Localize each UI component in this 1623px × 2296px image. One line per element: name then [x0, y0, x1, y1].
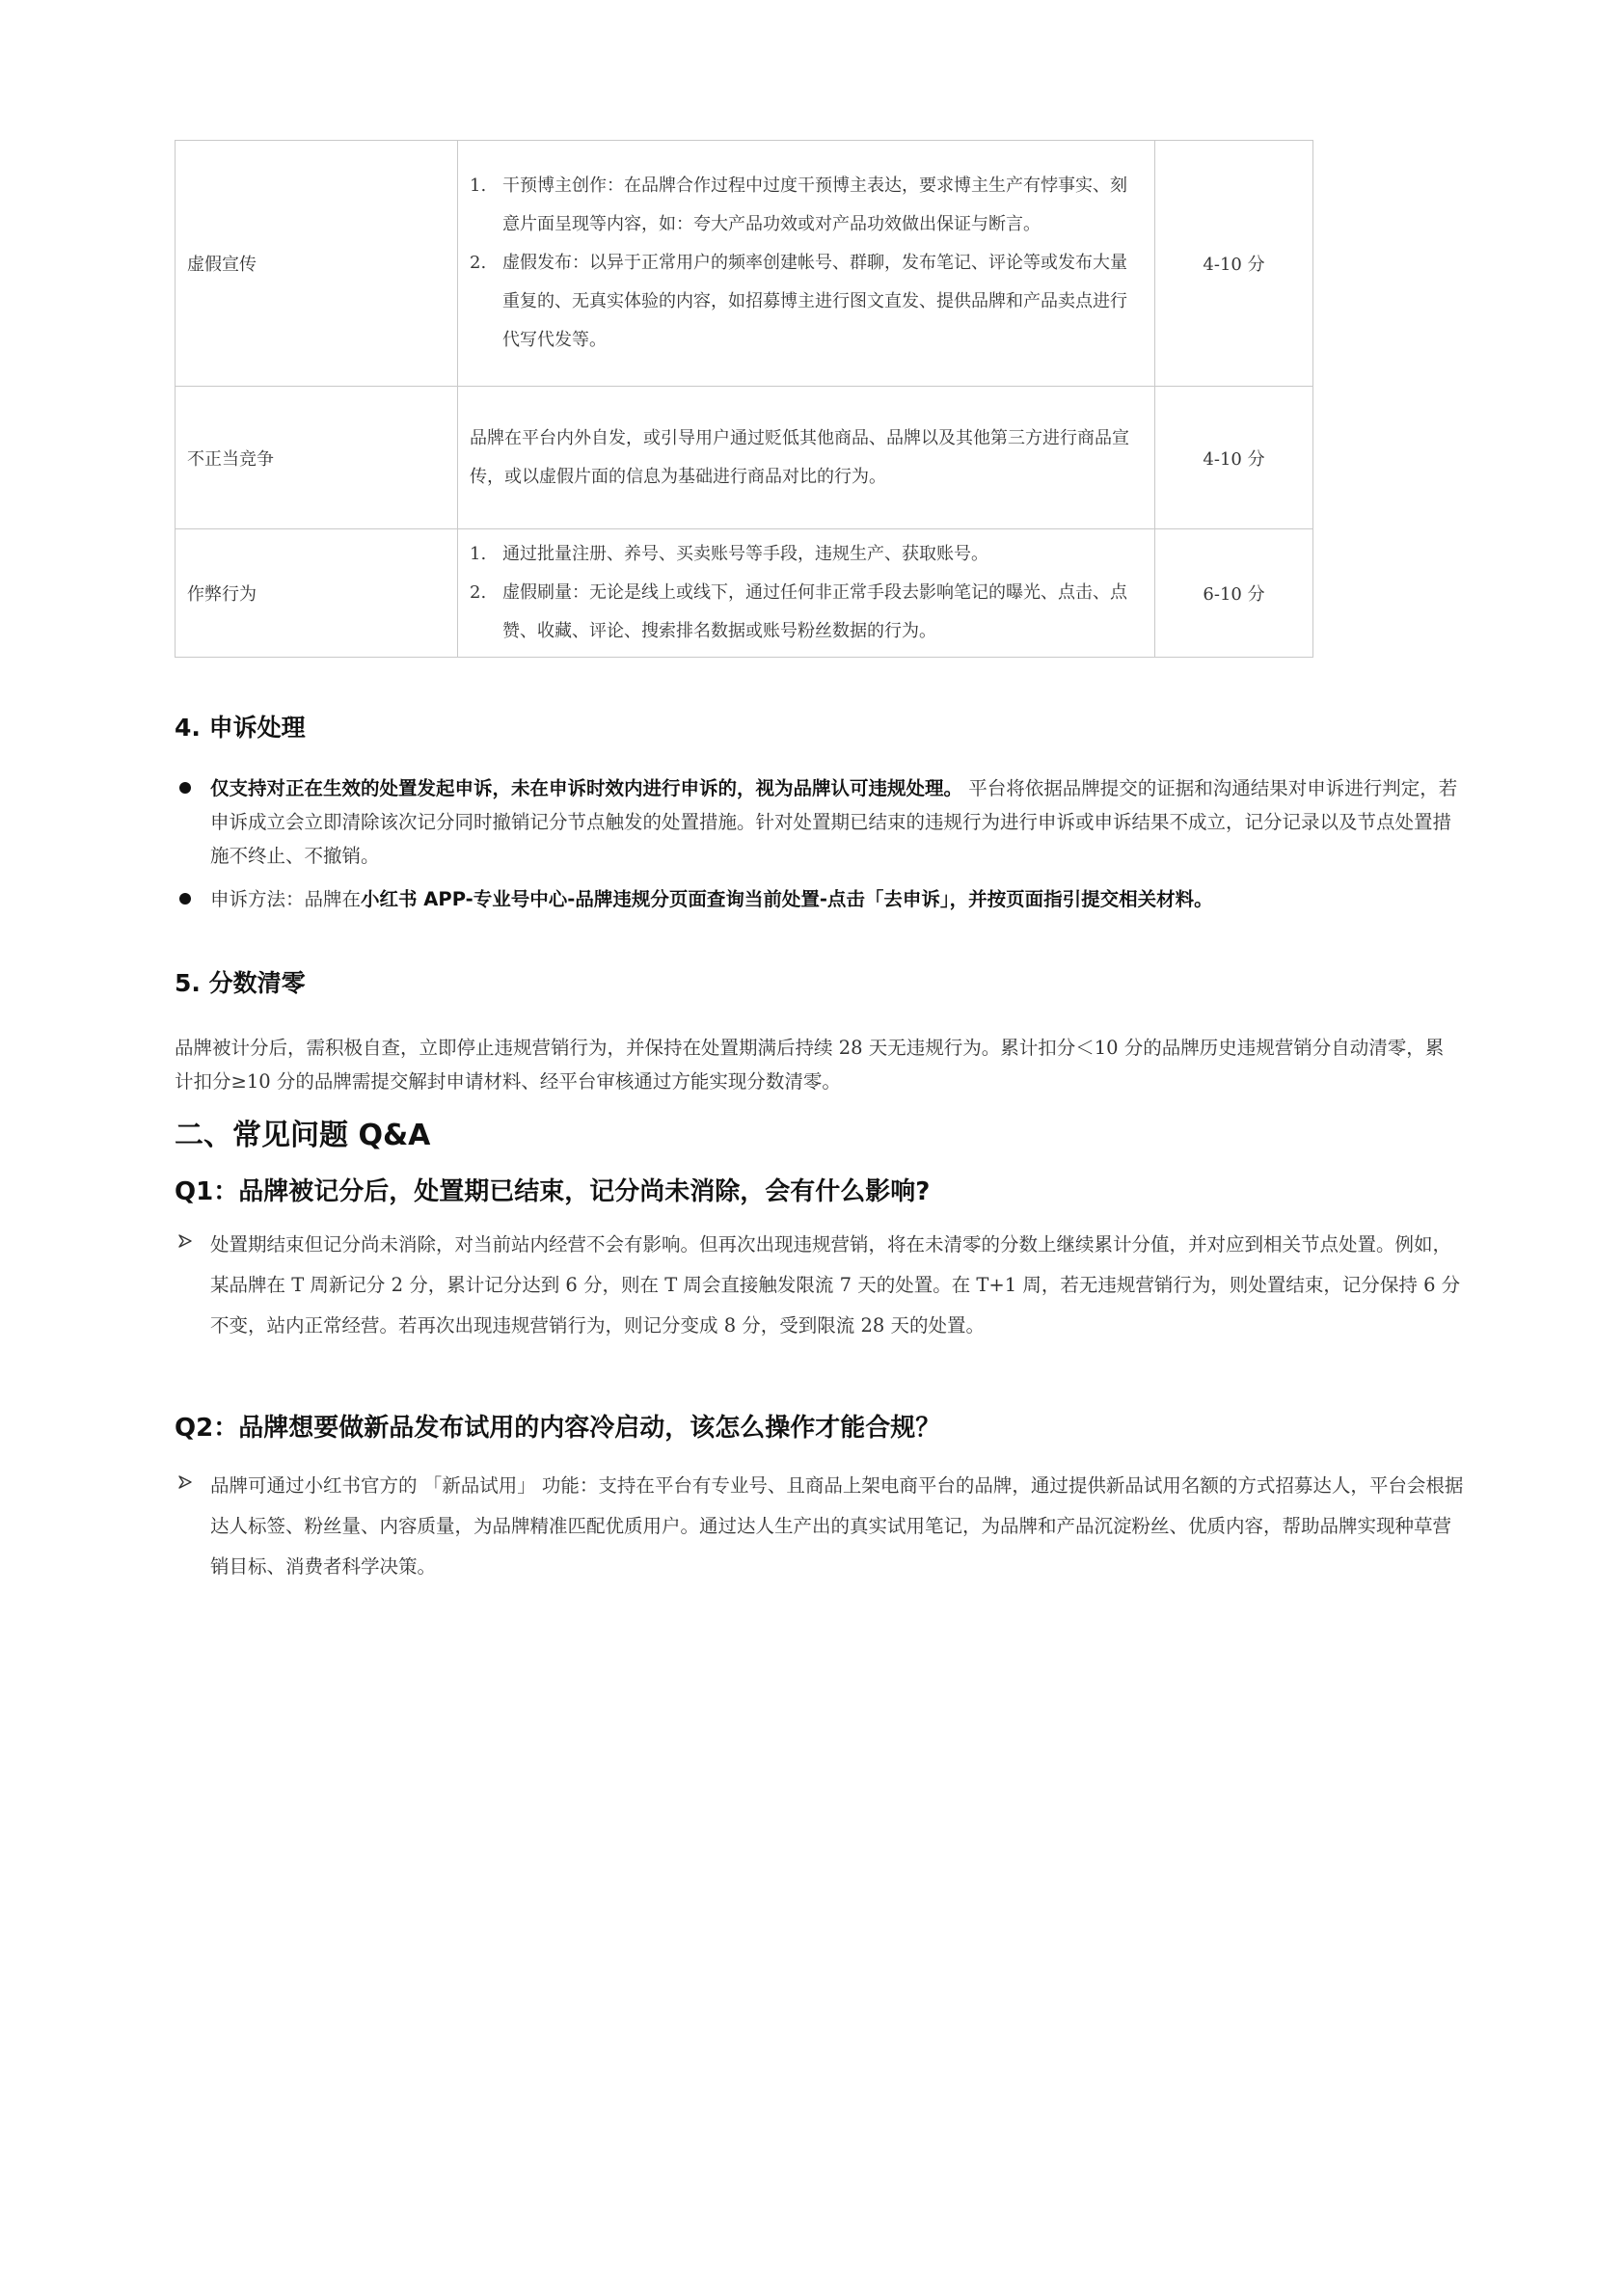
appeal-method-bold: 小红书 APP-专业号中心-品牌违规分页面查询当前处置-点击「去申诉」，并按页面指引提交相关材料。: [361, 888, 1213, 910]
list-item: [179, 882, 1462, 916]
section-heading-appeal: 4. 申诉处理: [175, 714, 306, 742]
list-item: [179, 771, 1462, 873]
list-item: 2. 虚假刷量：无论是线上或线下，通过任何非正常手段去影响笔记的曝光、点击、点赞、收藏、评论、搜索排名数据或账号粉丝数据的行为。: [470, 582, 1127, 641]
violation-type: 作弊行为: [176, 529, 458, 658]
violation-type: 虚假宣传: [176, 141, 458, 387]
faq-answer-1: 处置期结束但记分尚未消除，对当前站内经营不会有影响。但再次出现违规营销，将在未清零的分数上继续累计分值，并对应到相关节点处置。例如，某品牌在 T 周新记分 2 分，累计记分达到 6 分，则在 T 周会直接触发限流 7 天的处置。在 T+1 周，若无违规营销行为，则处置结束，记分保持 6 分不变，站内正常经营。若再次出现违规营销行为，则记分变成 8 分，受到限流 28 天的处置。: [177, 1225, 1470, 1346]
section-heading-score-reset: 5. 分数清零: [175, 969, 306, 997]
faq-answer-2: 品牌可通过小红书官方的 「新品试用」 功能：支持在平台有专业号、且商品上架电商平台的品牌，通过提供新品试用名额的方式招募达人，平台会根据达人标签、粉丝量、内容质量，为品牌精准匹配优质用户。通过达人生产出的真实试用笔记，为品牌和产品沉淀粉丝、优质内容，帮助品牌实现种草营销目标、消费者科学决策。: [177, 1466, 1470, 1587]
faq-question-1: Q1：品牌被记分后，处置期已结束，记分尚未消除，会有什么影响?: [175, 1177, 931, 1206]
violation-type: 不正当竞争: [176, 387, 458, 529]
arrow-bullet-icon: [177, 1474, 193, 1490]
list-item: 1. 通过批量注册、养号、买卖账号等手段，违规生产、获取账号。: [470, 544, 988, 564]
table-row: [176, 529, 1313, 658]
violation-score: 4-10 分: [1155, 387, 1313, 529]
faq-question-2: Q2：品牌想要做新品发布试用的内容冷启动，该怎么操作才能合规？: [175, 1414, 941, 1443]
table-row: [176, 141, 1313, 387]
violation-table: [175, 140, 1313, 658]
table-row: [176, 387, 1313, 529]
list-item: 1. 干预博主创作：在品牌合作过程中过度干预博主表达，要求博主生产有悖事实、刻意片面呈现等内容，如：夸大产品功效或对产品功效做出保证与断言。: [470, 176, 1127, 234]
violation-description: [458, 529, 1155, 658]
appeal-method-text: 申诉方法：品牌在: [210, 888, 362, 910]
appeal-rule-bold: 仅支持对正在生效的处置发起申诉，未在申诉时效内进行申诉的，视为品牌认可违规处理。: [210, 777, 963, 799]
violation-description: 品牌在平台内外自发，或引导用户通过贬低其他商品、品牌以及其他第三方进行商品宣传，或以虚假片面的信息为基础进行商品对比的行为。: [458, 387, 1155, 529]
faq-heading: 二、常见问题 Q&A: [175, 1119, 431, 1152]
appeal-rule-text: 平台将依据品牌提交的证据和沟通结果对申诉进行判定，若申诉成立会立即清除该次记分同时撤销记分节点触发的处置措施。针对处置期已结束的违规行为进行申诉或申诉结果不成立，记分记录以及节点处置措施不终止、不撤销。: [210, 777, 1458, 867]
score-reset-paragraph: 品牌被计分后，需积极自查，立即停止违规营销行为，并保持在处置期满后持续 28 天无违规行为。累计扣分＜10 分的品牌历史违规营销分自动清零，累计扣分≥10 分的品牌需提交解封申请材料、经平台审核通过方能实现分数清零。: [175, 1037, 1445, 1093]
violation-score: 6-10 分: [1155, 529, 1313, 658]
list-item: 2. 虚假发布：以异于正常用户的频率创建帐号、群聊，发布笔记、评论等或发布大量重复的、无真实体验的内容，如招募博主进行图文直发、提供品牌和产品卖点进行代写代发等。: [470, 253, 1127, 350]
bullet-icon: [179, 782, 191, 794]
arrow-bullet-icon: [177, 1233, 193, 1249]
bullet-icon: [179, 893, 191, 905]
violation-description: [458, 141, 1155, 387]
violation-score: 4-10 分: [1155, 141, 1313, 387]
